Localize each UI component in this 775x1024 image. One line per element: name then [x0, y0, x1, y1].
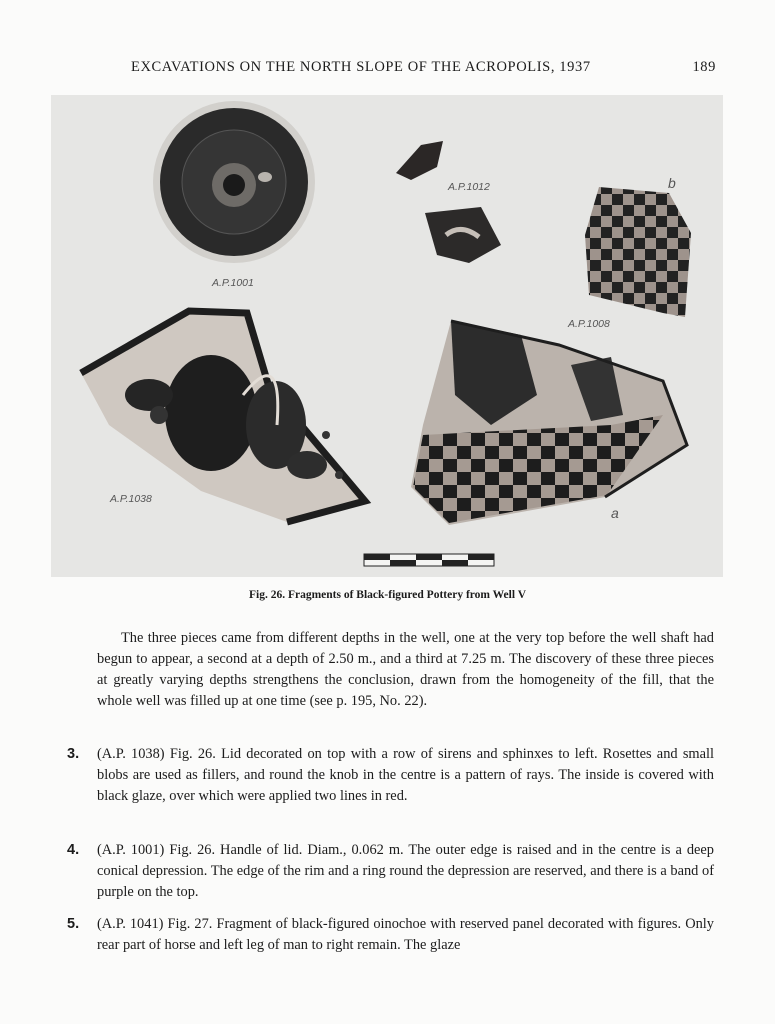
label-ap1012: A.P.1012 [448, 181, 490, 193]
catalogue-entry-3 [67, 744, 714, 807]
figure-caption: Fig. 26. Fragments of Black-figured Pottery from Well V [248, 589, 527, 601]
running-head [131, 59, 716, 76]
running-head-title: EXCAVATIONS ON THE NORTH SLOPE OF THE ACROPOLIS, 1937 [131, 59, 591, 75]
fragment-ap1038 [81, 311, 365, 522]
label-ap1008: A.P.1008 [568, 318, 610, 330]
catalogue-entry-4 [67, 840, 714, 903]
entry-text: (A.P. 1001) Fig. 26. Handle of lid. Diam., 0.062 m. The outer edge is raised and in the centre is a deep conical depression. The edge of the rim and a ring round the depression are reserved, and there is a band of purple on the top. [97, 842, 714, 900]
label-ap1038: A.P.1038 [110, 493, 152, 505]
body-paragraph: The three pieces came from different depths in the well, one at the very top before the well shaft had begun to appear, a second at a depth of 2.50 m., and a third at 7.25 m. The discovery of these three pieces at greatly varying depths strengthens the conclusion, drawn from the homogeneity of the fill, that the whole well was filled up at one time (see p. 195, No. 22). [97, 630, 714, 709]
entry-number: 5. [67, 916, 80, 932]
page-number: 189 [692, 59, 716, 75]
scale-bar [364, 554, 494, 566]
label-b: b [668, 175, 676, 191]
fragment-a [411, 321, 687, 525]
fragment-ap1008 [585, 187, 691, 317]
entry-text: (A.P. 1038) Fig. 26. Lid decorated on top with a row of sirens and sphinxes to left. Rosettes and small blobs are used as fillers, and round the knob in the centre is a pattern of rays. The inside is covered with black glaze, over which were applied two lines in red. [97, 746, 714, 804]
figure-photo [51, 95, 723, 577]
entry-text: (A.P. 1041) Fig. 27. Fragment of black-figured oinochoe with reserved panel decorated with figures. Only rear part of horse and left leg of man to right remain. The glaze [97, 916, 714, 953]
fragment-ap1001 [153, 101, 315, 263]
label-ap1001: A.P.1001 [212, 277, 254, 289]
catalogue-entry-5 [67, 914, 714, 956]
entry-number: 4. [67, 842, 80, 858]
label-a: a [611, 505, 619, 521]
fragment-ap1012 [396, 141, 501, 263]
entry-number: 3. [67, 746, 80, 762]
